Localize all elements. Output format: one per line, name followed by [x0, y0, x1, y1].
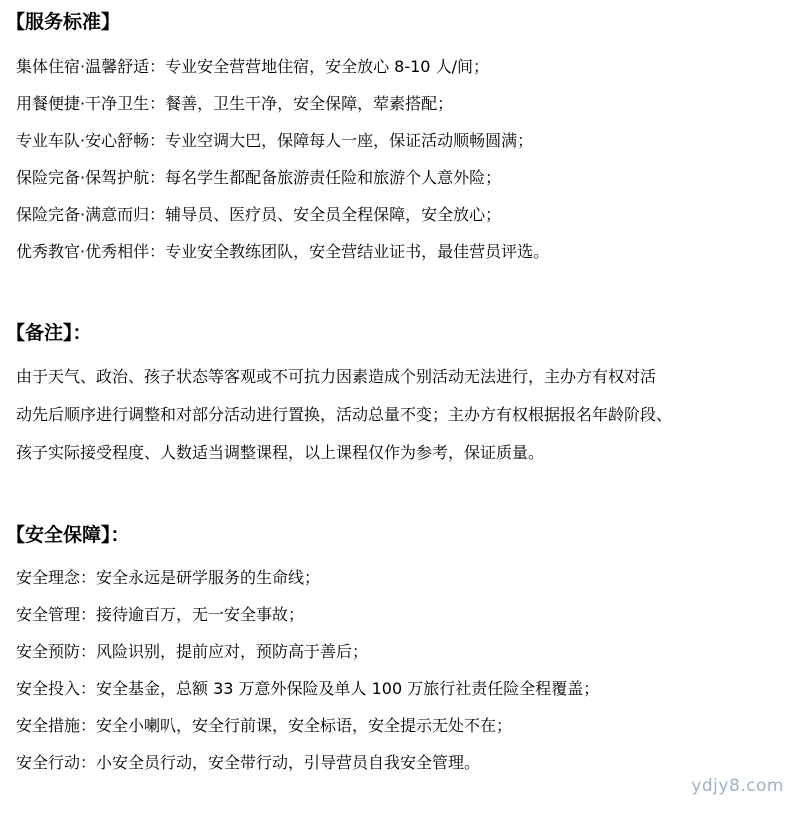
service-item: 专业车队·安心舒畅：专业空调大巴，保障每人一座，保证活动顺畅圆满；	[16, 131, 534, 150]
watermark: ydjy8.com	[691, 776, 784, 796]
safety-item: 安全措施：安全小喇叭，安全行前课，安全标语，安全提示无处不在；	[16, 716, 513, 735]
safety-item: 安全管理：接待逾百万，无一安全事故；	[16, 605, 305, 624]
notes-line: 由于天气、政治、孩子状态等客观或不可抗力因素造成个别活动无法进行，主办方有权对活	[16, 367, 657, 386]
service-item: 保险完备·满意而归：辅导员、医疗员、安全员全程保障，安全放心；	[16, 205, 502, 224]
safety-item: 安全投入：安全基金，总额 33 万意外保险及单人 100 万旅行社责任险全程覆盖；	[16, 679, 600, 698]
notes-paragraph	[16, 358, 794, 472]
service-heading: 【服务标准】	[6, 11, 121, 33]
service-item: 保险完备·保驾护航：每名学生都配备旅游责任险和旅游个人意外险；	[16, 168, 502, 187]
safety-item: 安全预防：风险识别，提前应对，预防高于善后；	[16, 642, 369, 661]
safety-heading: 【安全保障】：	[6, 524, 130, 546]
notes-line: 孩子实际接受程度、人数适当调整课程，以上课程仅作为参考，保证质量。	[16, 443, 545, 462]
service-item: 集体住宿·温馨舒适：专业安全营营地住宿，安全放心 8-10 人/间；	[16, 57, 489, 76]
notes-line: 动先后顺序进行调整和对部分活动进行置换，活动总量不变；主办方有权根据报名年龄阶段、	[16, 405, 673, 424]
service-item: 用餐便捷·干净卫生：餐善，卫生干净，安全保障，荤素搭配；	[16, 94, 454, 113]
safety-item: 安全行动：小安全员行动，安全带行动，引导营员自我安全管理。	[16, 753, 481, 772]
safety-item: 安全理念：安全永远是研学服务的生命线；	[16, 568, 321, 587]
notes-heading: 【备注】：	[6, 322, 92, 344]
service-item: 优秀教官·优秀相伴：专业安全教练团队，安全营结业证书，最佳营员评选。	[16, 242, 550, 261]
